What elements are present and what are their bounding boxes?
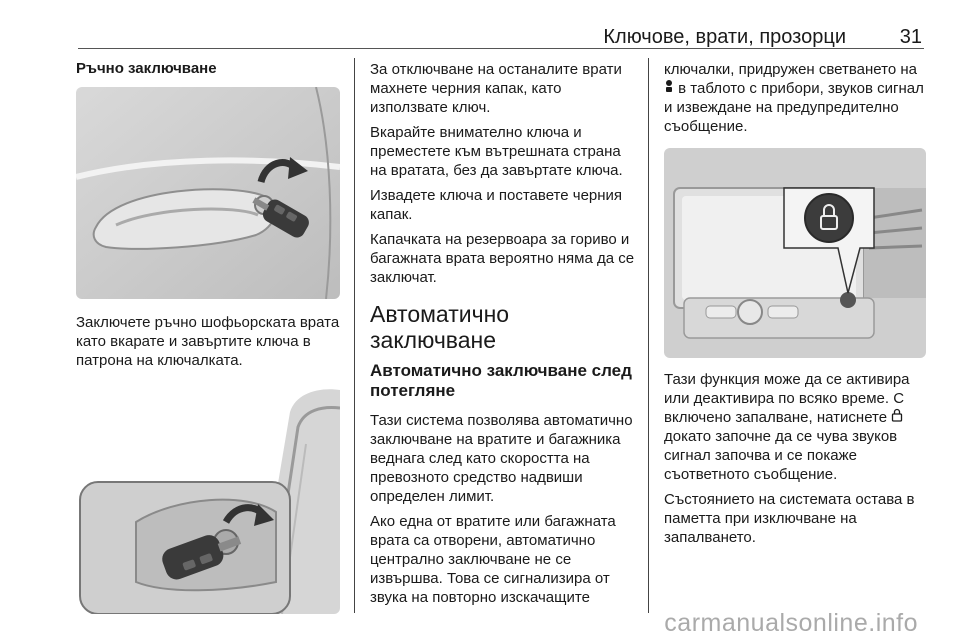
auto-lock-description: Тази система позволява автоматично заключване на вратите и багажника веднага след като скоростта на превозното средство надвиши определен лимит. <box>370 412 633 505</box>
column-2 <box>370 60 638 613</box>
dashboard-lock-button-illustration <box>664 148 926 358</box>
open-door-note: Ако една от вратите или багажната врата са отворени, автоматично централно заключване не се извършва. Това се сигнализира от звука на повторно изскачащите <box>370 513 616 606</box>
column-divider <box>648 58 649 613</box>
memory-state-text: Състоянието на системата остава в паметта при изключване на запалването. <box>664 491 915 546</box>
manual-locking-subheading: Ръчно заключване <box>76 60 217 77</box>
page-number: 31 <box>899 26 922 48</box>
lock-button-icon <box>891 408 903 427</box>
page-header <box>78 26 924 49</box>
insert-key-text: Вкарайте внимателно ключа и преместете към вътрешната страна на вратата, без да завъртате ключа. <box>370 124 623 179</box>
watermark: carmanualsonline.info <box>664 609 918 637</box>
auto-lock-after-driving-subheading: Автоматично заключване след потегляне <box>370 361 632 400</box>
remove-key-text: Извадете ключа и поставете черния капак. <box>370 187 623 223</box>
column-3 <box>664 60 926 553</box>
lock-warning-text: ключалки, придружен светването на в таблото с прибори, звуков сигнал и извеждане на предупредително съобщение. <box>664 61 924 135</box>
fuel-cap-note: Капачката на резервоара за гориво и багажната врата вероятно няма да се заключат. <box>370 231 635 286</box>
automatic-locking-heading: Автоматично заключване <box>370 301 510 353</box>
door-lock-cap-illustration <box>76 382 340 614</box>
unlock-other-doors-text: За отключване на останалите врати махнете черния капак, като използвате ключ. <box>370 61 622 116</box>
manual-locking-text: Заключете ръчно шофьорската врата като вкарате и завъртите ключа в патрона на ключалката. <box>76 314 340 369</box>
warning-lamp-icon <box>664 79 674 98</box>
column-1 <box>76 60 341 614</box>
door-handle-key-illustration <box>76 87 340 299</box>
column-divider <box>354 58 355 613</box>
toggle-function-text: Тази функция може да се активира или деактивира по всяко време. С включено запалване, натиснете докато започне да се чува звуков сигнал започва и се покаже съответното съобщение. <box>664 371 910 483</box>
header-title: Ключове, врати, прозорци <box>603 26 846 48</box>
